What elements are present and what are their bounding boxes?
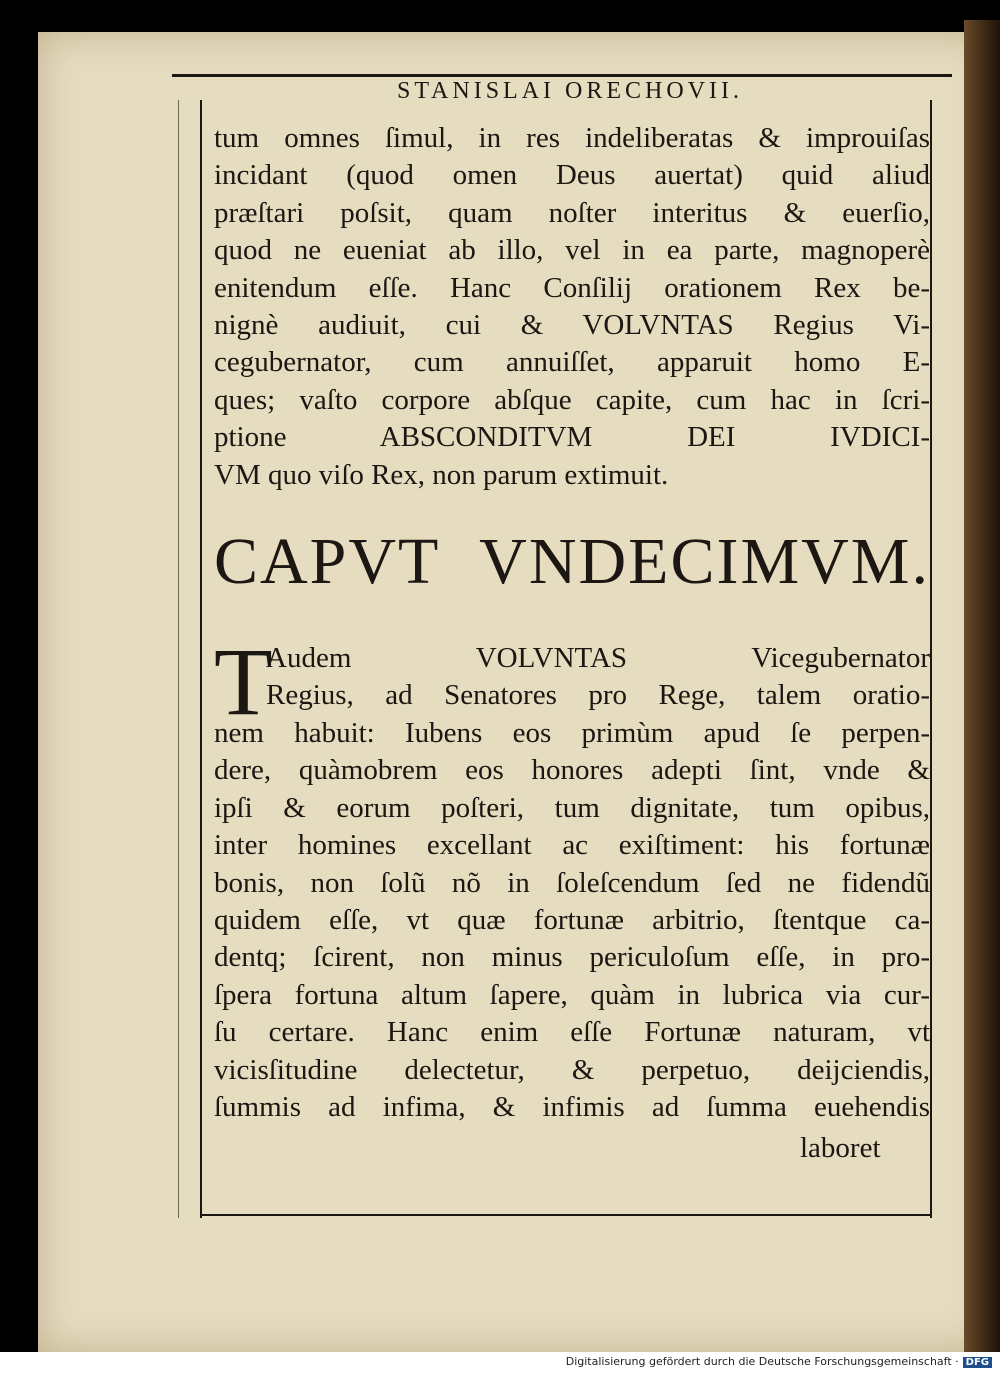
text-line: nem habuit: Iubens eos primùm apud ſe perpen-: [214, 716, 930, 749]
book-spine: [964, 20, 1000, 1360]
chapter-title: CAPVT VNDECIMVM.: [214, 525, 930, 599]
paragraph-2: [214, 628, 930, 1126]
text-line: incidant (quod omen Deus auertat) quid aliud: [214, 159, 930, 192]
text-block: [214, 120, 930, 1126]
text-line: præſtari poſsit, quam noſter interitus & euerſio,: [214, 196, 930, 229]
text-line: ſpera fortuna altum ſapere, quàm in lubrica via cur-: [214, 978, 930, 1011]
text-line: quod ne eueniat ab illo, vel in ea parte, magnoperè: [214, 234, 930, 267]
text-line: nignè audiuit, cui & VOLVNTAS Regius Vi-: [214, 309, 930, 342]
paragraph-1: [214, 120, 930, 494]
text-line: ques; vaſto corpore abſque capite, cum hac in ſcri-: [214, 383, 930, 416]
running-head: STANISLAI ORECHOVII.: [396, 78, 744, 104]
text-line: enitendum eſſe. Hanc Conſilij orationem Rex be-: [214, 271, 930, 304]
funding-credit-text: Digitalisierung gefördert durch die Deutsche Forschungsgemeinschaft ·: [565, 1355, 959, 1368]
text-line: VM quo viſo Rex, non parum extimuit.: [214, 458, 669, 491]
text-line: dere, quàmobrem eos honores adepti ſint, vnde &: [214, 754, 930, 787]
text-line: cegubernator, cum annuiſſet, apparuit homo E-: [214, 346, 930, 379]
bottom-rule: [200, 1214, 932, 1216]
text-line: ptione ABSCONDITVM DEI IVDICI-: [214, 421, 930, 454]
left-frame-rule: [200, 100, 202, 1218]
header-rule: [172, 74, 952, 77]
text-line: Regius, ad Senatores pro Rege, talem oratio-: [266, 679, 930, 712]
text-line: inter homines excellant ac exiſtiment: his fortunæ: [214, 829, 930, 862]
right-frame-rule: [930, 100, 932, 1218]
text-line: ſu certare. Hanc enim eſſe Fortunæ naturam, vt: [214, 1016, 930, 1049]
text-line: ipſi & eorum poſteri, tum dignitate, tum opibus,: [214, 791, 930, 824]
catchword: laboret: [800, 1132, 881, 1164]
footer-bar: [0, 1352, 1000, 1373]
left-outer-rule: [178, 100, 179, 1218]
drop-cap: T: [214, 628, 273, 736]
text-line: quidem eſſe, vt quæ fortunæ arbitrio, ſtentque ca-: [214, 903, 930, 936]
text-line: dentq; ſcirent, non minus periculoſum eſſe, in pro-: [214, 941, 930, 974]
text-line: Audem VOLVNTAS Vicegubernator: [266, 642, 930, 675]
funding-credit: [566, 1355, 992, 1368]
text-line: bonis, non ſolũ nõ in ſoleſcendum ſed ne fidendũ: [214, 866, 930, 899]
text-line: vicisſitudine delectetur, & perpetuo, deijciendis,: [214, 1053, 930, 1086]
text-line: ſummis ad infima, & infimis ad ſumma euehendis: [214, 1090, 930, 1123]
text-line: tum omnes ſimul, in res indeliberatas & improuiſas: [214, 122, 930, 154]
dfg-logo: DFG: [963, 1357, 992, 1368]
